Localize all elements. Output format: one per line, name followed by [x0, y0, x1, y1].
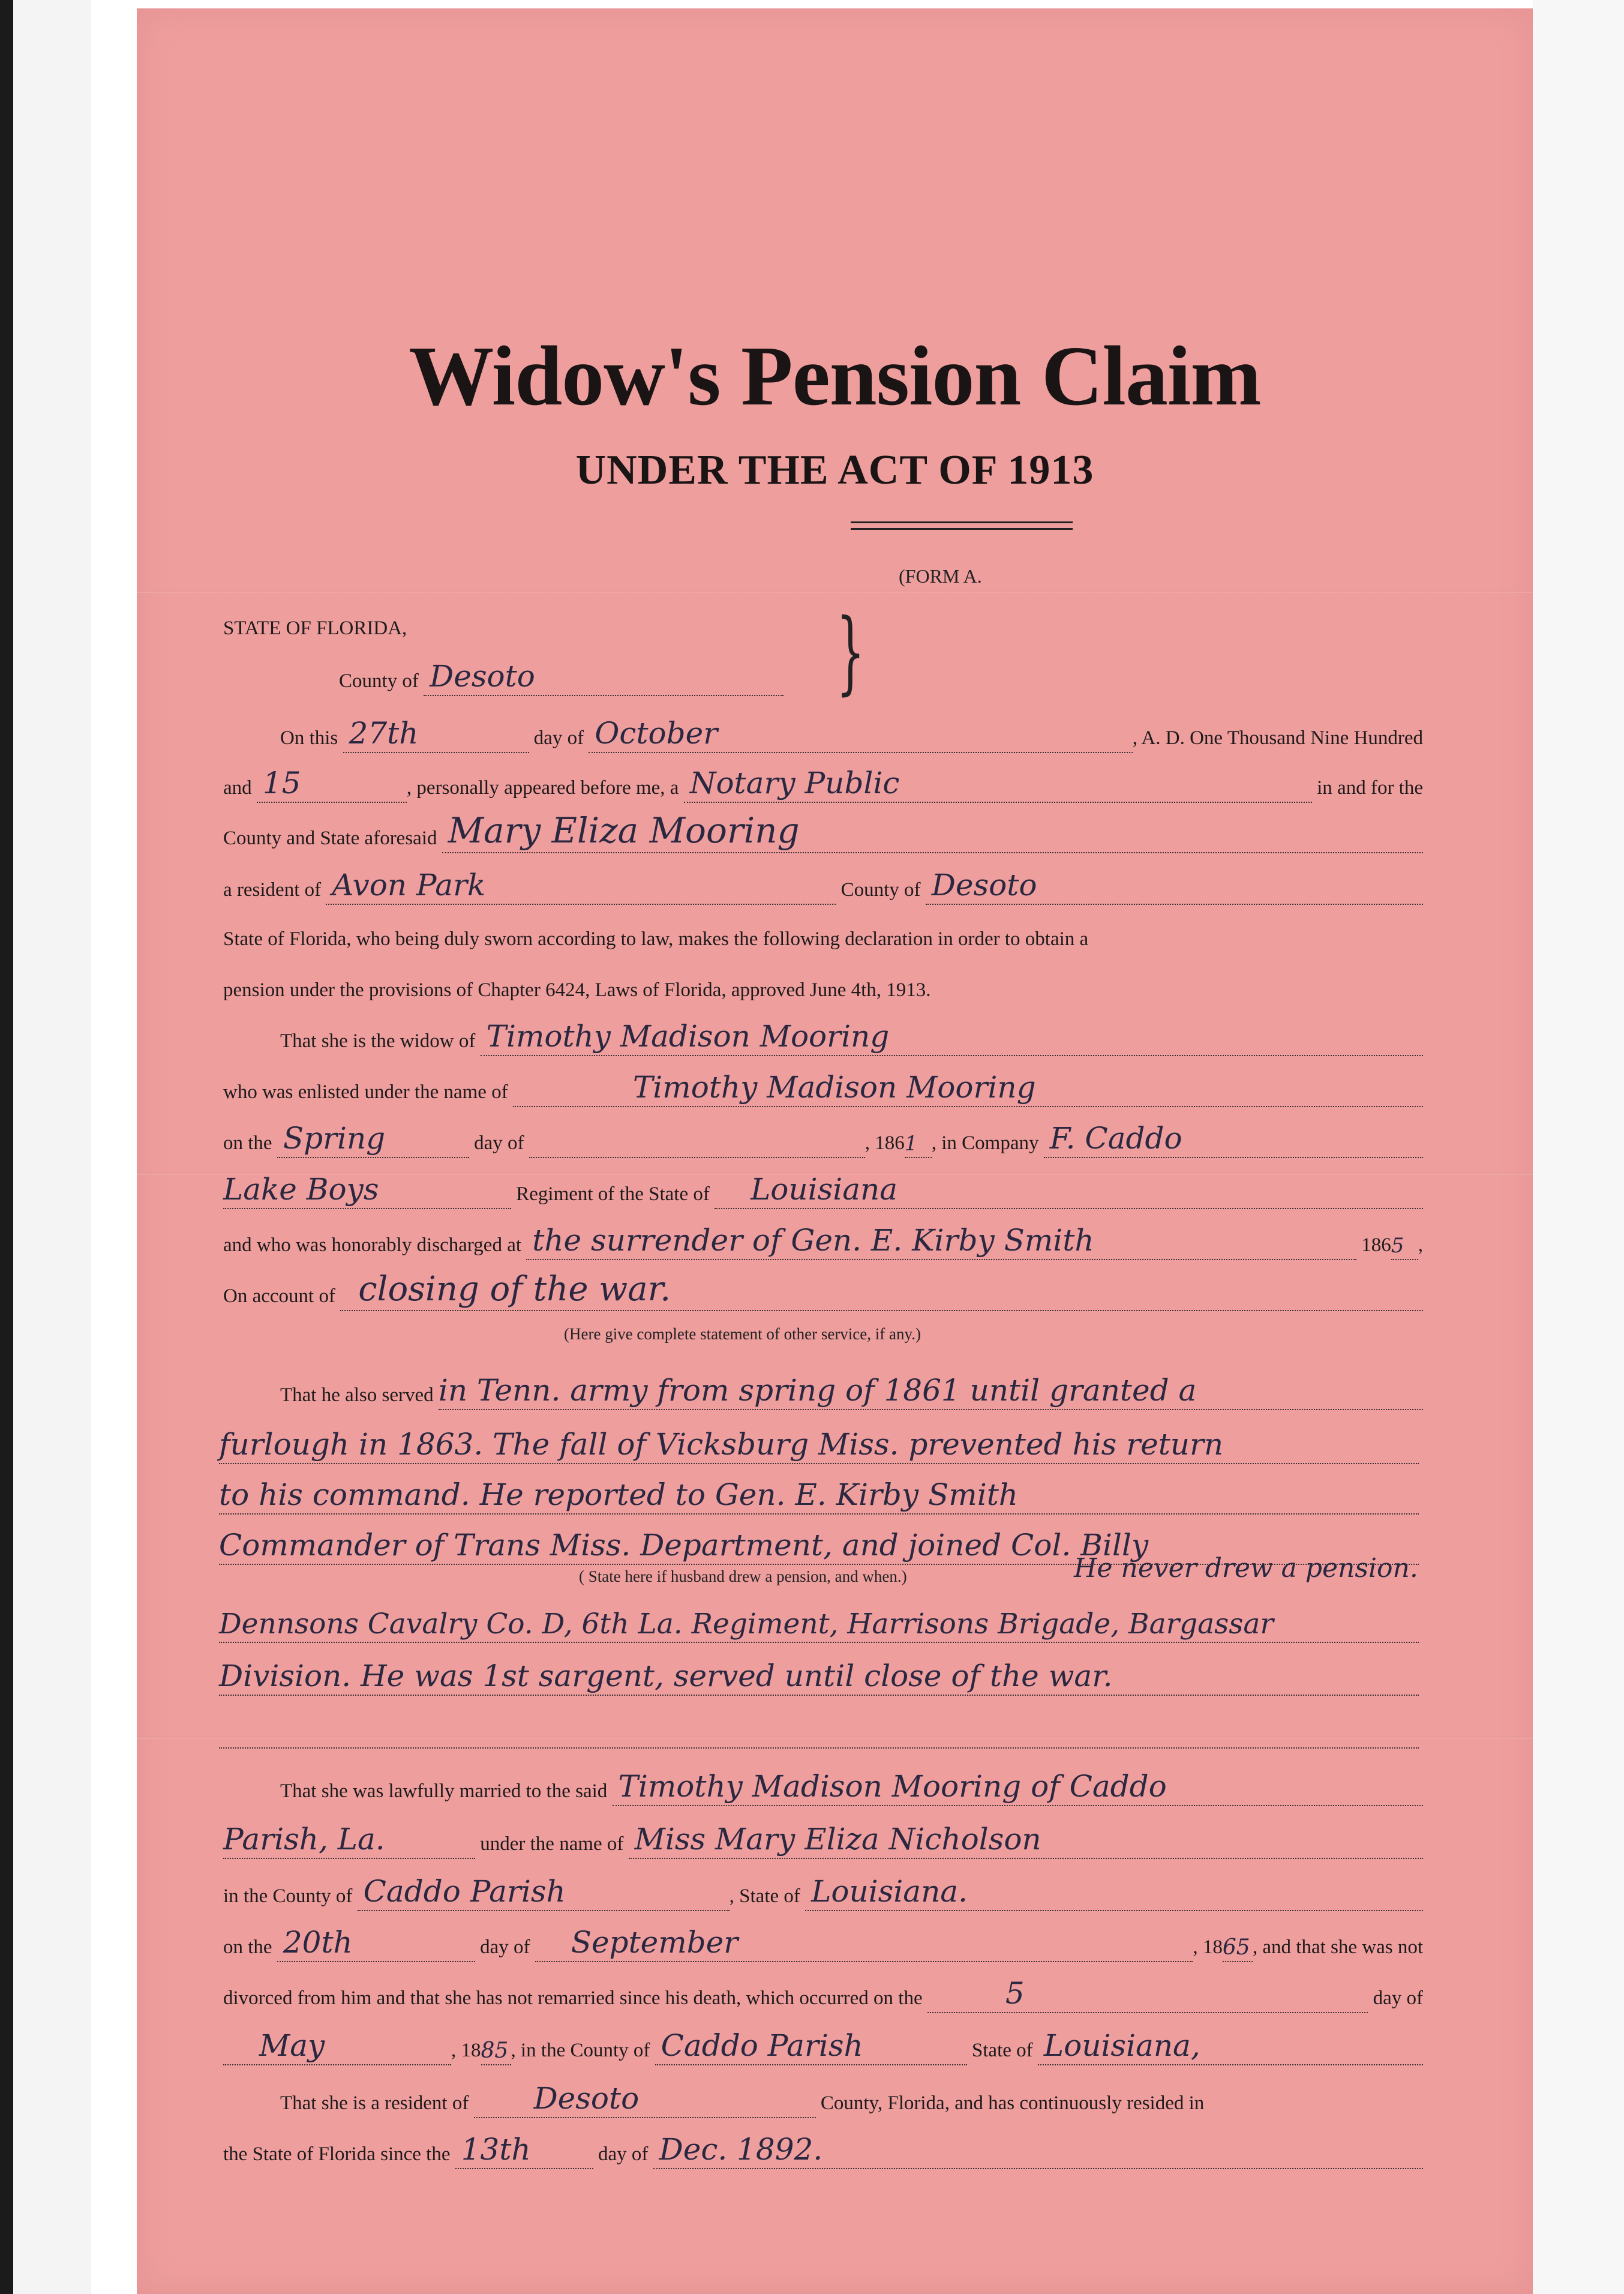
fold-line [137, 590, 1533, 593]
regiment-line: Lake Boys Regiment of the State of Louisiana [223, 1167, 1423, 1209]
declaration-line-1: State of Florida, who being duly sworn according to law, makes the following declaration in order to obtain a [223, 928, 1089, 950]
discharged-at-field[interactable]: the surrender of Gen. E. Kirby Smith [526, 1221, 1356, 1260]
also-served-field-4[interactable]: Commander of Trans Miss. Department, and joined Col. Billy [219, 1518, 1419, 1565]
divorce-line: divorced from him and that she has not remarried since his death, which occurred on the 5 day of [223, 1971, 1423, 2013]
form-label: (FORM A. [899, 565, 982, 587]
enlisted-name-field[interactable]: Timothy Madison Mooring [513, 1067, 1423, 1107]
state-label: STATE OF FLORIDA, [223, 617, 407, 639]
death-county-field[interactable]: Caddo Parish [655, 2026, 967, 2065]
other-service-note: (Here give complete statement of other service, if any.) [564, 1325, 921, 1343]
discharge-line: and who was honorably discharged at the surrender of Gen. E. Kirby Smith 186 5 , [223, 1218, 1423, 1260]
day-field[interactable]: 27th [343, 713, 529, 753]
blank-line[interactable] [219, 1702, 1419, 1749]
marriage-state-field[interactable]: Louisiana. [805, 1872, 1423, 1911]
maiden-name-field[interactable]: Miss Mary Eliza Nicholson [629, 1819, 1423, 1859]
also-served-field-1[interactable]: in Tenn. army from spring of 1861 until granted a [439, 1371, 1423, 1410]
resident-line: That she is a resident of Desoto County, Florida, and has continuously resided in [280, 2076, 1423, 2118]
husband-field[interactable]: Timothy Madison Mooring [481, 1016, 1423, 1056]
title-rule [851, 528, 1073, 530]
county-label: County of [339, 670, 419, 692]
year-field[interactable]: 15 [257, 763, 407, 803]
death-day-field[interactable]: 5 [927, 1974, 1368, 2013]
month-field[interactable]: October [589, 713, 1132, 753]
also-served-field-5[interactable]: Dennsons Cavalry Co. D, 6th La. Regiment, Harrisons Brigade, Bargassar [219, 1596, 1419, 1643]
enlist-day-field[interactable]: Spring [277, 1118, 469, 1158]
also-served-line: That he also served in Tenn. army from spring of 1861 until granted a [280, 1368, 1423, 1410]
scan-margin-left [13, 0, 91, 2294]
death-state-field[interactable]: Louisiana, [1038, 2026, 1423, 2065]
form-title: Widow's Pension Claim [409, 328, 1261, 423]
company-field[interactable]: F. Caddo [1044, 1118, 1423, 1158]
state-line [223, 601, 407, 643]
widow-line: That she is the widow of Timothy Madison Mooring [280, 1014, 1423, 1056]
marriage-day-field[interactable]: 20th [277, 1923, 475, 1962]
county-field[interactable]: Desoto [424, 656, 784, 696]
death-month-field[interactable]: May [223, 2026, 451, 2065]
discharge-year-field[interactable]: 5 [1391, 1221, 1418, 1260]
marriage-year-field[interactable]: 65 [1223, 1923, 1253, 1962]
enlist-date-line: on the Spring day of , 186 1 , in Company F. Caddo [223, 1116, 1423, 1158]
since-date-field[interactable]: Dec. 1892. [653, 2130, 1423, 2169]
venue-brace: } [836, 600, 865, 704]
resident-county-field[interactable]: Desoto [474, 2079, 816, 2118]
marriage-date-line: on the 20th day of September , 18 65 , and that she was not [223, 1920, 1423, 1962]
regiment-state-field[interactable]: Louisiana [715, 1170, 1423, 1209]
enlisted-line: who was enlisted under the name of Timothy Madison Mooring [223, 1065, 1423, 1107]
county-line [339, 654, 784, 696]
account-field[interactable]: closing of the war. [340, 1272, 1423, 1311]
pension-answer: He never drew a pension. [1074, 1553, 1418, 1584]
claimant-name-field[interactable]: Mary Eliza Mooring [442, 814, 1423, 853]
also-served-field-6[interactable]: Division. He was 1st sargent, served until close of the war. [219, 1649, 1419, 1696]
married-line: That she was lawfully married to the said Timothy Madison Mooring of Caddo [280, 1764, 1423, 1806]
account-line: On account of closing of the war. [223, 1269, 1423, 1311]
also-served-field-3[interactable]: to his command. He reported to Gen. E. Kirby Smith [219, 1468, 1419, 1515]
death-line: May , 18 85 , in the County of Caddo Parish State of Louisiana, [223, 2023, 1423, 2065]
form-subtitle: UNDER THE ACT OF 1913 [575, 447, 1094, 493]
title-rule [851, 521, 1073, 523]
pension-note: ( State here if husband drew a pension, and when.) [579, 1567, 907, 1585]
company-cont-field[interactable]: Lake Boys [223, 1170, 511, 1209]
since-day-field[interactable]: 13th [455, 2130, 593, 2169]
since-line: the State of Florida since the 13th day of Dec. 1892. [223, 2127, 1423, 2169]
marriage-county-field[interactable]: Caddo Parish [358, 1872, 730, 1911]
residence-field[interactable]: Avon Park [326, 865, 836, 905]
date-line: On this 27th day of October , A. D. One Thousand Nine Hundred [280, 711, 1423, 753]
maiden-line: Parish, La. under the name of Miss Mary Eliza Nicholson [223, 1817, 1423, 1859]
enlist-month-field[interactable] [529, 1118, 865, 1158]
enlist-year-field[interactable]: 1 [905, 1118, 932, 1158]
claimant-line: County and State aforesaid Mary Eliza Mooring [223, 811, 1423, 853]
husband-cont-field[interactable]: Parish, La. [223, 1819, 475, 1859]
marriage-place-line: in the County of Caddo Parish , State of Louisiana. [223, 1869, 1423, 1911]
married-husband-field[interactable]: Timothy Madison Mooring of Caddo [613, 1767, 1423, 1806]
residence-county-field[interactable]: Desoto [926, 865, 1423, 905]
officer-field[interactable]: Notary Public [684, 763, 1312, 803]
death-year-field[interactable]: 85 [481, 2026, 511, 2065]
declaration-line-2: pension under the provisions of Chapter 6424, Laws of Florida, approved June 4th, 1913. [223, 979, 931, 1001]
also-served-field-2[interactable]: furlough in 1863. The fall of Vicksburg Miss. prevented his return [219, 1417, 1419, 1464]
scan-edge [0, 0, 13, 2294]
appeared-line: and 15 , personally appeared before me, a Notary Public in and for the [223, 761, 1423, 803]
marriage-month-field[interactable]: September [535, 1923, 1193, 1962]
scan-margin-right [1533, 0, 1624, 2294]
residence-line: a resident of Avon Park County of Desoto [223, 863, 1423, 905]
